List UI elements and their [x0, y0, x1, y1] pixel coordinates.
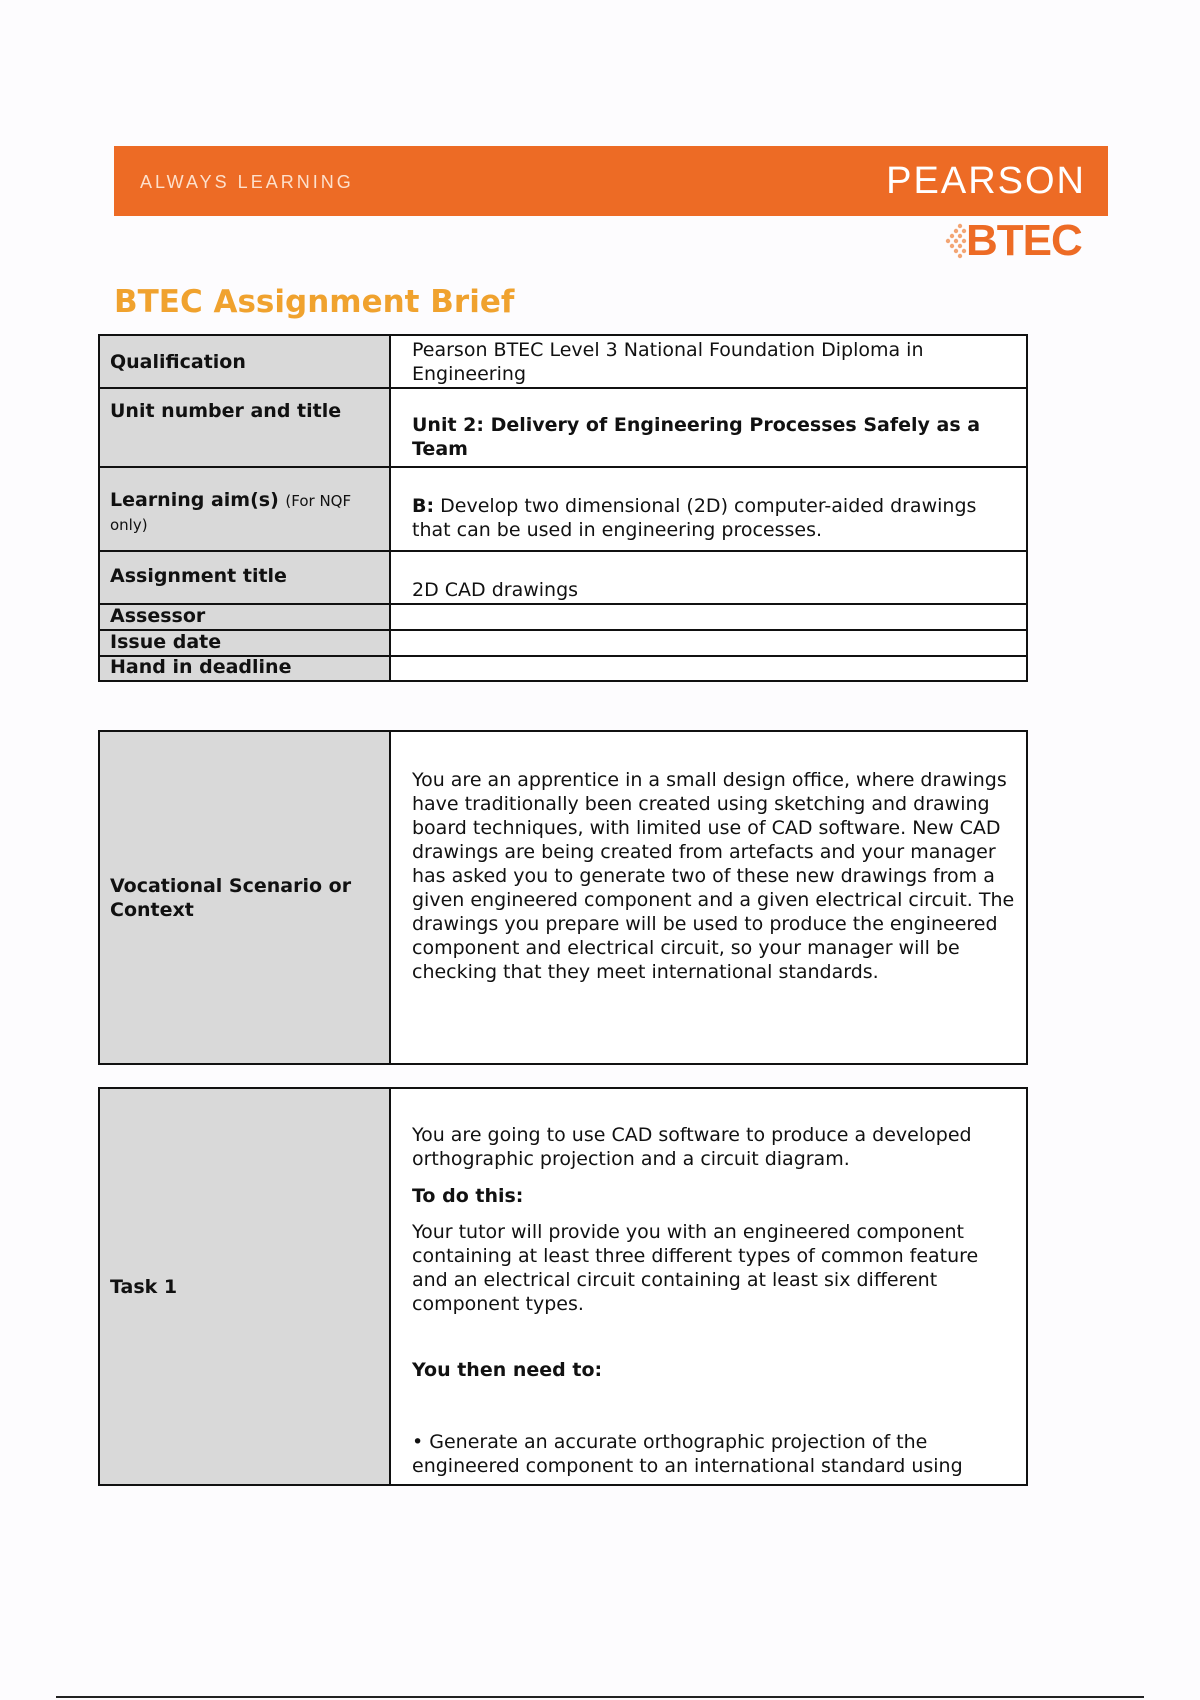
deadline-value — [390, 656, 1027, 681]
scenario-table — [98, 730, 1028, 1065]
assessor-value — [390, 604, 1027, 630]
unit-value: Unit 2: Delivery of Engineering Processes Safely as a Team — [390, 388, 1027, 467]
btec-dots-icon — [942, 222, 968, 262]
header-banner — [114, 146, 1108, 216]
learning-aim-note: (For NQF only) — [110, 492, 352, 534]
task-1-bullet-1: • Generate an accurate orthographic projection of the engineered component to an international standard using — [412, 1431, 963, 1477]
scenario-label: Vocational Scenario or Context — [99, 731, 390, 1064]
issue-date-label: Issue date — [99, 630, 390, 656]
assignment-title-label: Assignment title — [99, 551, 390, 604]
tagline: ALWAYS LEARNING — [140, 172, 354, 192]
qualification-label: Qualification — [99, 335, 390, 388]
learning-aim-label: Learning aim(s) (For NQF only) — [99, 467, 390, 551]
pearson-logo: PEARSON — [886, 160, 1086, 202]
assessor-label: Assessor — [99, 604, 390, 630]
scenario-text: You are an apprentice in a small design office, where drawings have traditionally been created using sketching and drawing board techniques, with limited use of CAD software. New CAD drawings are being created from artefacts and your manager has asked you to generate two of these new drawings from a given engineered component and a given electrical circuit. The drawings you prepare will be used to produce the engineered component and electrical circuit, so your manager will be checking that they meet international standards. — [390, 731, 1027, 1064]
task-1-todo-heading: To do this: — [412, 1185, 524, 1207]
qualification-value: Pearson BTEC Level 3 National Foundation Diploma in Engineering — [390, 335, 1027, 388]
task-1-todo-text: Your tutor will provide you with an engineered component containing at least three different types of common feature and an electrical circuit containing at least six different component types. — [412, 1221, 979, 1315]
learning-aim-value: B: Develop two dimensional (2D) computer-aided drawings that can be used in engineering processes. — [390, 467, 1027, 551]
task-1-intro: You are going to use CAD software to produce a developed orthographic projection and a circuit diagram. — [412, 1124, 972, 1170]
task-1-label: Task 1 — [99, 1088, 390, 1485]
btec-logo — [942, 218, 1092, 266]
details-table — [98, 334, 1028, 682]
task-table — [98, 1087, 1028, 1486]
page-title: BTEC Assignment Brief — [114, 284, 515, 320]
learning-aim-prefix: B: — [412, 495, 435, 517]
task-1-content — [390, 1088, 1027, 1485]
assignment-title-value: 2D CAD drawings — [390, 551, 1027, 604]
task-1-then-heading: You then need to: — [412, 1359, 603, 1381]
bottom-divider — [56, 1696, 1144, 1698]
btec-wordmark: BTEC — [966, 216, 1082, 265]
unit-label: Unit number and title — [99, 388, 390, 467]
issue-date-value — [390, 630, 1027, 656]
deadline-label: Hand in deadline — [99, 656, 390, 681]
